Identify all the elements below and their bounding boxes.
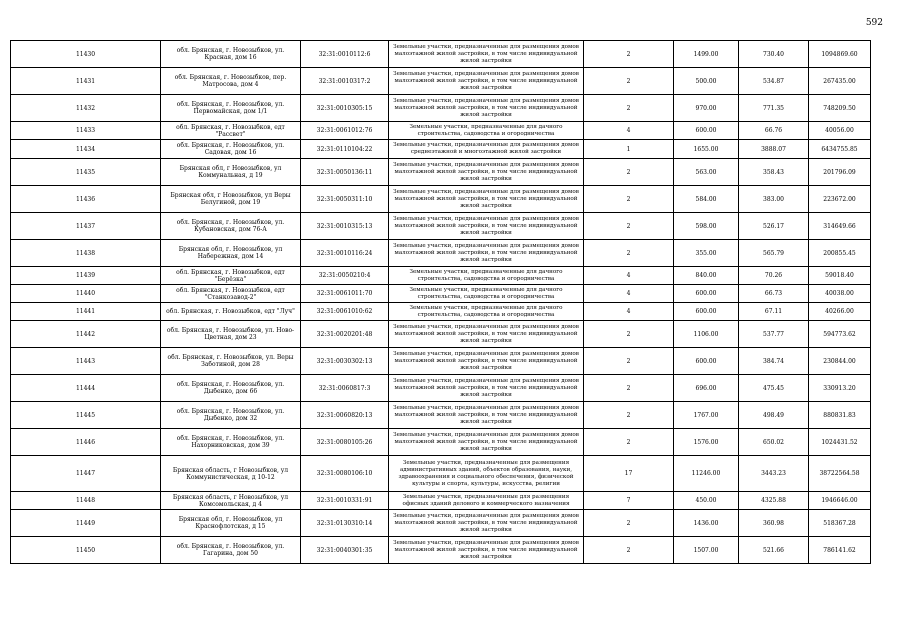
page-number: 592 (865, 18, 883, 28)
cadastral-number-cell: 32:31:0061011:70 (301, 285, 389, 303)
table-row (11, 68, 871, 95)
land-use-cell: Земельные участки, предназначенные для дачного строительства, садоводства и огородничества (389, 267, 584, 285)
area-cell: 600.00 (674, 122, 739, 140)
address-cell: обл. Брянская, г. Новозыбков, ул. Кубановская, дом 76-А (161, 213, 301, 240)
area-cell: 600.00 (674, 348, 739, 375)
group-cell: 4 (584, 303, 674, 321)
cadastral-value-cell: 59018.40 (809, 267, 871, 285)
table-row (11, 122, 871, 140)
land-use-cell: Земельные участки, предназначенные для размещения домов малоэтажной жилой застройки, в том числе индивидуальной жилой застройки (389, 240, 584, 267)
address-cell: Брянская обл, г. Новозыбков, ул Набережная, дом 14 (161, 240, 301, 267)
table-row (11, 140, 871, 159)
group-cell: 1 (584, 140, 674, 159)
specific-value-cell: 3888.07 (739, 140, 809, 159)
cadastral-value-cell: 201796.09 (809, 159, 871, 186)
table-row (11, 95, 871, 122)
specific-value-cell: 534.87 (739, 68, 809, 95)
row-number: 11439 (11, 267, 161, 285)
table-row (11, 321, 871, 348)
row-number: 11436 (11, 186, 161, 213)
specific-value-cell: 383.00 (739, 186, 809, 213)
group-cell: 2 (584, 159, 674, 186)
specific-value-cell: 3443.23 (739, 456, 809, 492)
group-cell: 4 (584, 267, 674, 285)
address-cell: Брянская обл, г Новозыбков, ул Коммунальная, д 19 (161, 159, 301, 186)
row-number: 11431 (11, 68, 161, 95)
land-use-cell: Земельные участки, предназначенные для размещения домов малоэтажной жилой застройки, в том числе индивидуальной жилой застройки (389, 213, 584, 240)
row-number: 11435 (11, 159, 161, 186)
land-use-cell: Земельные участки, предназначенные для размещения домов малоэтажной жилой застройки, в том числе индивидуальной жилой застройки (389, 537, 584, 564)
cadastral-value-cell: 38722564.58 (809, 456, 871, 492)
group-cell: 2 (584, 429, 674, 456)
cadastral-value-cell: 594773.62 (809, 321, 871, 348)
specific-value-cell: 384.74 (739, 348, 809, 375)
land-use-cell: Земельные участки, предназначенные для размещения домов малоэтажной жилой застройки, в том числе индивидуальной жилой застройки (389, 321, 584, 348)
land-use-cell: Земельные участки, предназначенные для размещения офисных зданий делового и коммерческого назначения (389, 492, 584, 510)
cadastral-number-cell: 32:31:0060820:13 (301, 402, 389, 429)
cadastral-number-cell: 32:31:0050210:4 (301, 267, 389, 285)
group-cell: 2 (584, 95, 674, 122)
group-cell: 2 (584, 213, 674, 240)
cadastral-value-cell: 880831.83 (809, 402, 871, 429)
specific-value-cell: 650.02 (739, 429, 809, 456)
land-use-cell: Земельные участки, предназначенные для дачного строительства, садоводства и огородничества (389, 122, 584, 140)
land-use-cell: Земельные участки, предназначенные для размещения домов малоэтажной жилой застройки, в том числе индивидуальной жилой застройки (389, 375, 584, 402)
cadastral-number-cell: 32:31:0030302:13 (301, 348, 389, 375)
table-row (11, 186, 871, 213)
group-cell: 2 (584, 348, 674, 375)
area-cell: 450.00 (674, 492, 739, 510)
row-number: 11430 (11, 41, 161, 68)
specific-value-cell: 358.43 (739, 159, 809, 186)
land-use-cell: Земельные участки, предназначенные для размещения домов малоэтажной жилой застройки, в том числе индивидуальной жилой застройки (389, 159, 584, 186)
land-use-cell: Земельные участки, предназначенные для размещения домов малоэтажной жилой застройки, в том числе индивидуальной жилой застройки (389, 348, 584, 375)
cadastral-number-cell: 32:31:0010315:13 (301, 213, 389, 240)
table-row (11, 375, 871, 402)
cadastral-value-cell: 40266.00 (809, 303, 871, 321)
row-number: 11440 (11, 285, 161, 303)
land-use-cell: Земельные участки, предназначенные для размещения домов малоэтажной жилой застройки, в том числе индивидуальной жилой застройки (389, 186, 584, 213)
specific-value-cell: 771.35 (739, 95, 809, 122)
area-cell: 1655.00 (674, 140, 739, 159)
row-number: 11433 (11, 122, 161, 140)
specific-value-cell: 565.79 (739, 240, 809, 267)
address-cell: обл. Брянская, г. Новозыбков, ул. Дыбенко, дом 32 (161, 402, 301, 429)
address-cell: Брянская область, г Новозыбков, ул Коммунистическая, д 10-12 (161, 456, 301, 492)
row-number: 11437 (11, 213, 161, 240)
specific-value-cell: 4325.88 (739, 492, 809, 510)
row-number: 11450 (11, 537, 161, 564)
cadastral-number-cell: 32:31:0010305:15 (301, 95, 389, 122)
row-number: 11444 (11, 375, 161, 402)
group-cell: 2 (584, 186, 674, 213)
table-row (11, 159, 871, 186)
address-cell: обл. Брянская, г. Новозыбков, едт "Луч" (161, 303, 301, 321)
cadastral-number-cell: 32:31:0080105:26 (301, 429, 389, 456)
specific-value-cell: 537.77 (739, 321, 809, 348)
land-use-cell: Земельные участки, предназначенные для размещения домов малоэтажной жилой застройки, в том числе индивидуальной жилой застройки (389, 429, 584, 456)
address-cell: обл. Брянская, г. Новозыбков, едт "Берёзка" (161, 267, 301, 285)
address-cell: обл. Брянская, г. Новозыбков, ул. Первомайская, дом 1/1 (161, 95, 301, 122)
address-cell: обл. Брянская, г. Новозыбков, ул. Садовая, дом 16 (161, 140, 301, 159)
cadastral-value-cell: 330913.20 (809, 375, 871, 402)
cadastral-value-cell: 6434755.85 (809, 140, 871, 159)
area-cell: 600.00 (674, 303, 739, 321)
row-number: 11438 (11, 240, 161, 267)
cadastral-value-cell: 518367.28 (809, 510, 871, 537)
row-number: 11445 (11, 402, 161, 429)
area-cell: 355.00 (674, 240, 739, 267)
address-cell: обл. Брянская, г. Новозыбков, ул. Веры Заботиной, дом 28 (161, 348, 301, 375)
address-cell: обл. Брянская, г. Новозыбков, пер. Матросова, дом 4 (161, 68, 301, 95)
table-row (11, 285, 871, 303)
cadastral-number-cell: 32:31:0020201:48 (301, 321, 389, 348)
table-row (11, 41, 871, 68)
row-number: 11448 (11, 492, 161, 510)
address-cell: обл. Брянская, г. Новозыбков, ул. Нахорниковская, дом 39 (161, 429, 301, 456)
table-row (11, 213, 871, 240)
area-cell: 1499.00 (674, 41, 739, 68)
table-row (11, 348, 871, 375)
specific-value-cell: 66.76 (739, 122, 809, 140)
table-row (11, 303, 871, 321)
cadastral-number-cell: 32:31:0061012:76 (301, 122, 389, 140)
cadastral-number-cell: 32:31:0010112:6 (301, 41, 389, 68)
address-cell: обл. Брянская, г. Новозыбков, едт "Рассвет" (161, 122, 301, 140)
row-number: 11441 (11, 303, 161, 321)
specific-value-cell: 526.17 (739, 213, 809, 240)
area-cell: 1767.00 (674, 402, 739, 429)
land-use-cell: Земельные участки, предназначенные для дачного строительства, садоводства и огородничества (389, 285, 584, 303)
address-cell: обл. Брянская, г. Новозыбков, ул. Дыбенко, дом 66 (161, 375, 301, 402)
area-cell: 840.00 (674, 267, 739, 285)
group-cell: 2 (584, 375, 674, 402)
group-cell: 2 (584, 321, 674, 348)
row-number: 11446 (11, 429, 161, 456)
cadastral-number-cell: 32:31:0010317:2 (301, 68, 389, 95)
cadastral-value-cell: 314649.66 (809, 213, 871, 240)
cadastral-number-cell: 32:31:0010331:91 (301, 492, 389, 510)
specific-value-cell: 360.98 (739, 510, 809, 537)
specific-value-cell: 730.40 (739, 41, 809, 68)
land-use-cell: Земельные участки, предназначенные для размещения домов малоэтажной жилой застройки, в том числе индивидуальной жилой застройки (389, 402, 584, 429)
specific-value-cell: 67.11 (739, 303, 809, 321)
area-cell: 563.00 (674, 159, 739, 186)
address-cell: обл. Брянская, г. Новозыбков, ул. Гагарина, дом 50 (161, 537, 301, 564)
cadastral-value-cell: 223672.00 (809, 186, 871, 213)
specific-value-cell: 498.49 (739, 402, 809, 429)
group-cell: 4 (584, 285, 674, 303)
group-cell: 4 (584, 122, 674, 140)
land-use-cell: Земельные участки, предназначенные для размещения административных зданий, объектов образования, науки, здравоохранения и социального обеспечения, физической культуры и спорта, культуры, искусства, религии (389, 456, 584, 492)
table-row (11, 429, 871, 456)
cadastral-value-cell: 230844.00 (809, 348, 871, 375)
group-cell: 2 (584, 510, 674, 537)
cadastral-number-cell: 32:31:0061010:62 (301, 303, 389, 321)
specific-value-cell: 66.73 (739, 285, 809, 303)
table-row (11, 267, 871, 285)
address-cell: Брянская обл, г. Новозыбков, ул Краснофлотская, д 15 (161, 510, 301, 537)
row-number: 11432 (11, 95, 161, 122)
address-cell: обл. Брянская, г. Новозыбков, ул. Красная, дом 16 (161, 41, 301, 68)
land-use-cell: Земельные участки, предназначенные для размещения домов среднеэтажной и многоэтажной жилой застройки (389, 140, 584, 159)
cadastral-value-cell: 40038.00 (809, 285, 871, 303)
cadastral-number-cell: 32:31:0060817:3 (301, 375, 389, 402)
cadastral-value-cell: 1024431.52 (809, 429, 871, 456)
specific-value-cell: 475.45 (739, 375, 809, 402)
area-cell: 11246.00 (674, 456, 739, 492)
land-use-cell: Земельные участки, предназначенные для размещения домов малоэтажной жилой застройки, в том числе индивидуальной жилой застройки (389, 510, 584, 537)
table-row (11, 510, 871, 537)
cadastral-value-cell: 1946646.00 (809, 492, 871, 510)
table-row (11, 456, 871, 492)
address-cell: Брянская область, г Новозыбков, ул Комсомольская, д 4 (161, 492, 301, 510)
cadastral-number-cell: 32:31:0010116:24 (301, 240, 389, 267)
cadastral-number-cell: 32:31:0050136:11 (301, 159, 389, 186)
land-use-cell: Земельные участки, предназначенные для размещения домов малоэтажной жилой застройки, в том числе индивидуальной жилой застройки (389, 95, 584, 122)
cadastral-number-cell: 32:31:0110104:22 (301, 140, 389, 159)
land-use-cell: Земельные участки, предназначенные для дачного строительства, садоводства и огородничества (389, 303, 584, 321)
group-cell: 2 (584, 402, 674, 429)
area-cell: 584.00 (674, 186, 739, 213)
group-cell: 2 (584, 537, 674, 564)
address-cell: обл. Брянская, г. Новозыбков, ул. Ново-Цветная, дом 23 (161, 321, 301, 348)
area-cell: 1576.00 (674, 429, 739, 456)
table-row (11, 402, 871, 429)
row-number: 11449 (11, 510, 161, 537)
cadastral-value-cell: 40056.00 (809, 122, 871, 140)
cadastral-value-table (10, 40, 871, 564)
table-body (11, 41, 871, 564)
table-row (11, 240, 871, 267)
cadastral-number-cell: 32:31:0040301:35 (301, 537, 389, 564)
area-cell: 1436.00 (674, 510, 739, 537)
row-number: 11443 (11, 348, 161, 375)
cadastral-number-cell: 32:31:0050311:10 (301, 186, 389, 213)
area-cell: 1507.00 (674, 537, 739, 564)
area-cell: 598.00 (674, 213, 739, 240)
table-row (11, 537, 871, 564)
group-cell: 17 (584, 456, 674, 492)
cadastral-value-cell: 786141.62 (809, 537, 871, 564)
group-cell: 2 (584, 68, 674, 95)
cadastral-value-cell: 267435.00 (809, 68, 871, 95)
land-use-cell: Земельные участки, предназначенные для размещения домов малоэтажной жилой застройки, в том числе индивидуальной жилой застройки (389, 68, 584, 95)
cadastral-number-cell: 32:31:0080106:10 (301, 456, 389, 492)
row-number: 11434 (11, 140, 161, 159)
area-cell: 500.00 (674, 68, 739, 95)
row-number: 11447 (11, 456, 161, 492)
group-cell: 2 (584, 41, 674, 68)
cadastral-value-cell: 1094869.60 (809, 41, 871, 68)
specific-value-cell: 70.26 (739, 267, 809, 285)
cadastral-value-cell: 200855.45 (809, 240, 871, 267)
area-cell: 600.00 (674, 285, 739, 303)
area-cell: 696.00 (674, 375, 739, 402)
land-use-cell: Земельные участки, предназначенные для размещения домов малоэтажной жилой застройки, в том числе индивидуальной жилой застройки (389, 41, 584, 68)
row-number: 11442 (11, 321, 161, 348)
area-cell: 970.00 (674, 95, 739, 122)
cadastral-number-cell: 32:31:0130310:14 (301, 510, 389, 537)
specific-value-cell: 521.66 (739, 537, 809, 564)
group-cell: 7 (584, 492, 674, 510)
group-cell: 2 (584, 240, 674, 267)
cadastral-value-cell: 748209.50 (809, 95, 871, 122)
address-cell: Брянская обл, г Новозыбков, ул Веры Белугиной, дом 19 (161, 186, 301, 213)
address-cell: обл. Брянская, г. Новозыбков, едт "Станкозавод-2" (161, 285, 301, 303)
table-row (11, 492, 871, 510)
area-cell: 1106.00 (674, 321, 739, 348)
